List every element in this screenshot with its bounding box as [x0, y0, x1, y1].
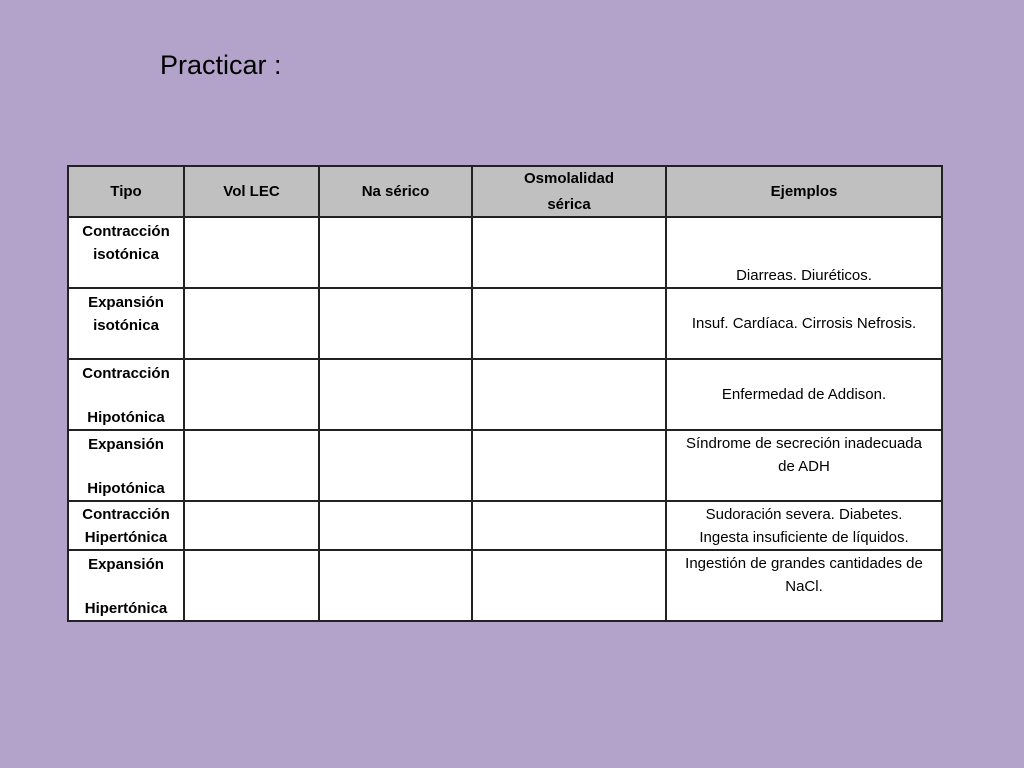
- header-osmolalidad-line2: sérica: [547, 196, 591, 213]
- cell-ejemplos: [666, 217, 942, 288]
- practice-table: [67, 165, 943, 622]
- tipo-line2: Hipertónica: [84, 600, 168, 617]
- header-na-serico: Na sérico: [319, 166, 472, 217]
- cell-osmolalidad: [472, 288, 666, 359]
- header-ejemplos: Ejemplos: [666, 166, 942, 217]
- cell-vol-lec: [184, 217, 319, 288]
- tipo-line2: Hipertónica: [84, 529, 168, 546]
- cell-na-serico: [319, 217, 472, 288]
- tipo-line2: isotónica: [93, 246, 159, 263]
- ejemplos-line1: Ingestión de grandes cantidades de: [685, 555, 923, 572]
- tipo-line1: Expansión: [88, 294, 164, 311]
- table-header-row: [68, 166, 942, 217]
- header-osmolalidad-line1: Osmolalidad: [523, 170, 615, 187]
- tipo-line2: isotónica: [93, 317, 159, 334]
- header-tipo: Tipo: [68, 166, 184, 217]
- cell-osmolalidad: [472, 430, 666, 501]
- cell-na-serico: [319, 359, 472, 430]
- ejemplos-line1: Insuf. Cardíaca. Cirrosis Nefrosis.: [691, 315, 917, 332]
- header-osmolalidad: [472, 166, 666, 217]
- cell-osmolalidad: [472, 359, 666, 430]
- tipo-line1: Contracción: [82, 223, 170, 240]
- tipo-line1: Expansión: [88, 556, 164, 573]
- table-row: [68, 501, 942, 550]
- cell-vol-lec: [184, 430, 319, 501]
- table-row: [68, 430, 942, 501]
- header-vol-lec: Vol LEC: [184, 166, 319, 217]
- ejemplos-line2: Ingesta insuficiente de líquidos.: [699, 529, 909, 546]
- cell-ejemplos: [666, 550, 942, 621]
- cell-osmolalidad: [472, 550, 666, 621]
- cell-na-serico: [319, 430, 472, 501]
- tipo-line1: Expansión: [88, 436, 164, 453]
- tipo-line1: Contracción: [82, 365, 170, 382]
- ejemplos-line1: Sudoración severa. Diabetes.: [705, 506, 903, 523]
- cell-osmolalidad: [472, 501, 666, 550]
- table-row: [68, 288, 942, 359]
- tipo-line1: Contracción: [82, 506, 170, 523]
- table-row: [68, 550, 942, 621]
- slide-title: Practicar :: [160, 50, 282, 80]
- cell-tipo: [68, 217, 184, 288]
- ejemplos-line2: NaCl.: [785, 578, 823, 595]
- cell-vol-lec: [184, 550, 319, 621]
- cell-tipo: [68, 430, 184, 501]
- cell-vol-lec: [184, 359, 319, 430]
- ejemplos-line1: Diarreas. Diuréticos.: [736, 267, 872, 284]
- cell-ejemplos: [666, 501, 942, 550]
- table-row: [68, 217, 942, 288]
- cell-tipo: [68, 550, 184, 621]
- table-row: [68, 359, 942, 430]
- cell-tipo: [68, 288, 184, 359]
- cell-ejemplos: [666, 430, 942, 501]
- cell-na-serico: [319, 501, 472, 550]
- cell-osmolalidad: [472, 217, 666, 288]
- cell-na-serico: [319, 288, 472, 359]
- cell-tipo: [68, 359, 184, 430]
- cell-vol-lec: [184, 501, 319, 550]
- tipo-line2: Hipotónica: [87, 409, 165, 426]
- ejemplos-line1: Síndrome de secreción inadecuada: [686, 435, 922, 452]
- cell-ejemplos: [666, 359, 942, 430]
- tipo-line2: Hipotónica: [87, 480, 165, 497]
- ejemplos-line2: de ADH: [778, 458, 830, 475]
- ejemplos-line1: Enfermedad de Addison.: [721, 386, 887, 403]
- cell-na-serico: [319, 550, 472, 621]
- cell-vol-lec: [184, 288, 319, 359]
- cell-tipo: [68, 501, 184, 550]
- cell-ejemplos: [666, 288, 942, 359]
